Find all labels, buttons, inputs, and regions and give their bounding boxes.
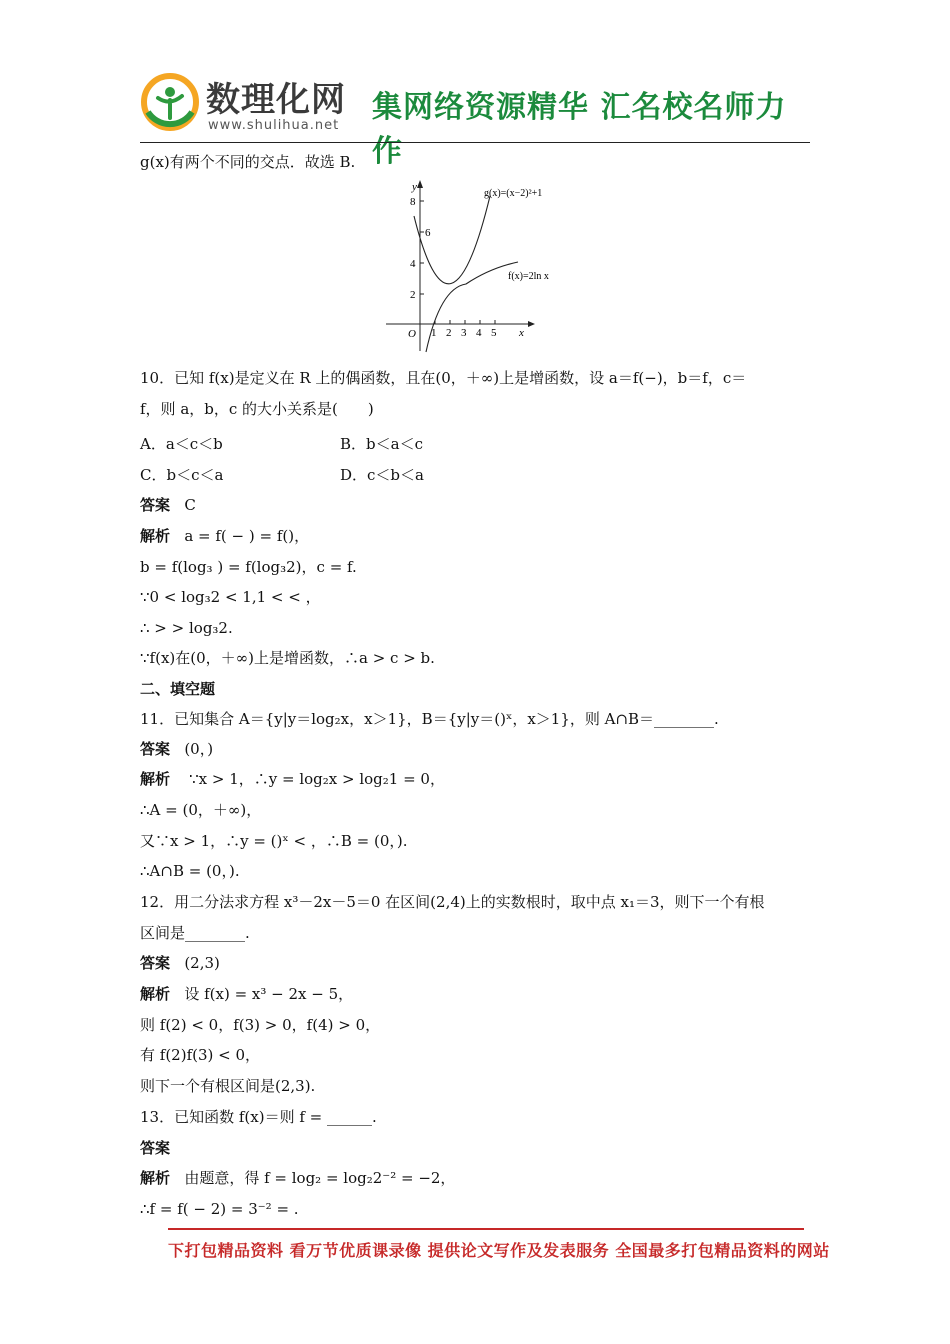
q11-answer: [140, 739, 213, 759]
q13-analysis-1: [140, 1168, 455, 1188]
f-label: f(x)=2ln x: [508, 271, 549, 282]
y-tick-6: 6: [425, 227, 431, 239]
q11-analysis-2: ∴A = (0，＋∞)，: [140, 801, 262, 819]
answer-value: C: [184, 496, 196, 514]
answer-label: 答案: [140, 740, 171, 758]
q12-analysis-3: 有 f(2)f(3) < 0，: [140, 1046, 261, 1064]
q12-analysis-4: 则下一个有根区间是(2,3).: [140, 1077, 316, 1095]
q10-analysis-2: b = f(log₃ ) = f(log₃2)，c = f.: [140, 558, 357, 576]
analysis-text: a = f( − ) = f()，: [184, 527, 310, 545]
y-axis-label: y: [412, 181, 417, 193]
section-title: 二、填空题: [140, 680, 216, 698]
answer-label: 答案: [140, 954, 171, 972]
q13-answer-label: 答案: [140, 1139, 171, 1157]
answer-value: (2,3): [184, 954, 220, 972]
q12-line2: 区间是________.: [140, 924, 250, 942]
q10-analysis-3: ∵0 < log₃2 < 1,1 < < ，: [140, 588, 321, 606]
analysis-text: 由题意，得 f = log₂ = log₂2⁻² = −2，: [184, 1169, 456, 1187]
q10-option-d: D．c＜b＜a: [340, 466, 424, 484]
site-url[interactable]: www.shulihua.net: [208, 118, 340, 133]
q10-analysis-5: ∵f(x)在(0，＋∞)上是增函数，∴a > c > b.: [140, 649, 435, 667]
q10-answer: [140, 495, 196, 515]
analysis-label: 解析: [140, 527, 171, 545]
x-axis-arrow: [528, 321, 535, 327]
q11-analysis-4: ∴A∩B = (0，).: [140, 862, 240, 880]
q12-analysis-2: 则 f(2) < 0，f(3) > 0，f(4) > 0，: [140, 1016, 381, 1034]
logo-icon: [140, 72, 200, 132]
q10-line2: f，则 a，b，c 的大小关系是( ): [140, 400, 374, 418]
q12-line1: 12．用二分法求方程 x³－2x－5＝0 在区间(2,4)上的实数根时，取中点 x₁＝3，则下一个有根: [140, 893, 765, 911]
x-tick-3: 3: [461, 327, 467, 339]
origin-label: O: [408, 328, 416, 340]
answer-label: 答案: [140, 496, 171, 514]
q11-analysis-3: 又∵x > 1，∴y = ()ˣ < ，∴B = (0，).: [140, 832, 408, 850]
x-tick-5: 5: [491, 327, 497, 339]
q10-option-a: A．a＜c＜b: [140, 435, 223, 453]
analysis-label: 解析: [140, 770, 171, 788]
intro-line: g(x)有两个不同的交点．故选 B.: [140, 153, 356, 171]
footer-divider: [168, 1228, 804, 1230]
y-axis-arrow: [417, 180, 423, 188]
q11-question: 11．已知集合 A＝{y|y＝log₂x，x＞1}，B＝{y|y＝()ˣ，x＞1}，则 A∩B＝________.: [140, 710, 719, 728]
x-tick-1: 1: [431, 327, 437, 339]
brand-name: 数理化网: [206, 80, 346, 120]
header-slogan: 集网络资源精华 汇名校名师力作: [372, 90, 787, 169]
x-tick-2: 2: [446, 327, 452, 339]
q10-option-b: B．b＜a＜c: [340, 435, 423, 453]
q13-question: 13．已知函数 f(x)＝则 f = ______.: [140, 1108, 377, 1126]
q12-answer: [140, 953, 220, 973]
q13-analysis-2: ∴f = f( − 2) = 3⁻² = .: [140, 1200, 299, 1218]
q10-line1: 10．已知 f(x)是定义在 R 上的偶函数，且在(0，＋∞)上是增函数，设 a＝f(−)，b＝f，c＝: [140, 369, 747, 387]
analysis-label: 解析: [140, 1169, 171, 1187]
f-curve: [426, 262, 518, 352]
answer-value: (0，): [184, 740, 214, 758]
q11-analysis-1: [140, 769, 445, 789]
x-axis-label: x: [519, 327, 524, 339]
q12-analysis-1: [140, 984, 353, 1004]
analysis-text: 设 f(x) = x³ − 2x − 5，: [184, 985, 354, 1003]
g-curve: [414, 196, 490, 284]
header-divider: [140, 142, 810, 143]
q10-analysis-4: ∴ > > log₃2.: [140, 619, 233, 637]
analysis-text: ∵x > 1，∴y = log₂x > log₂1 = 0，: [189, 770, 445, 788]
analysis-label: 解析: [140, 985, 171, 1003]
function-graph: [380, 176, 570, 356]
y-tick-2: 2: [410, 289, 416, 301]
x-tick-4: 4: [476, 327, 482, 339]
y-tick-8: 8: [410, 196, 416, 208]
footer-banner[interactable]: 下打包精品资料 看万节优质课录像 提供论文写作及发表服务 全国最多打包精品资料的网站: [168, 1241, 830, 1260]
q10-analysis-1: [140, 526, 309, 546]
g-label: g(x)=(x−2)²+1: [484, 188, 543, 199]
y-tick-4: 4: [410, 258, 416, 270]
q10-option-c: C．b＜c＜a: [140, 466, 224, 484]
